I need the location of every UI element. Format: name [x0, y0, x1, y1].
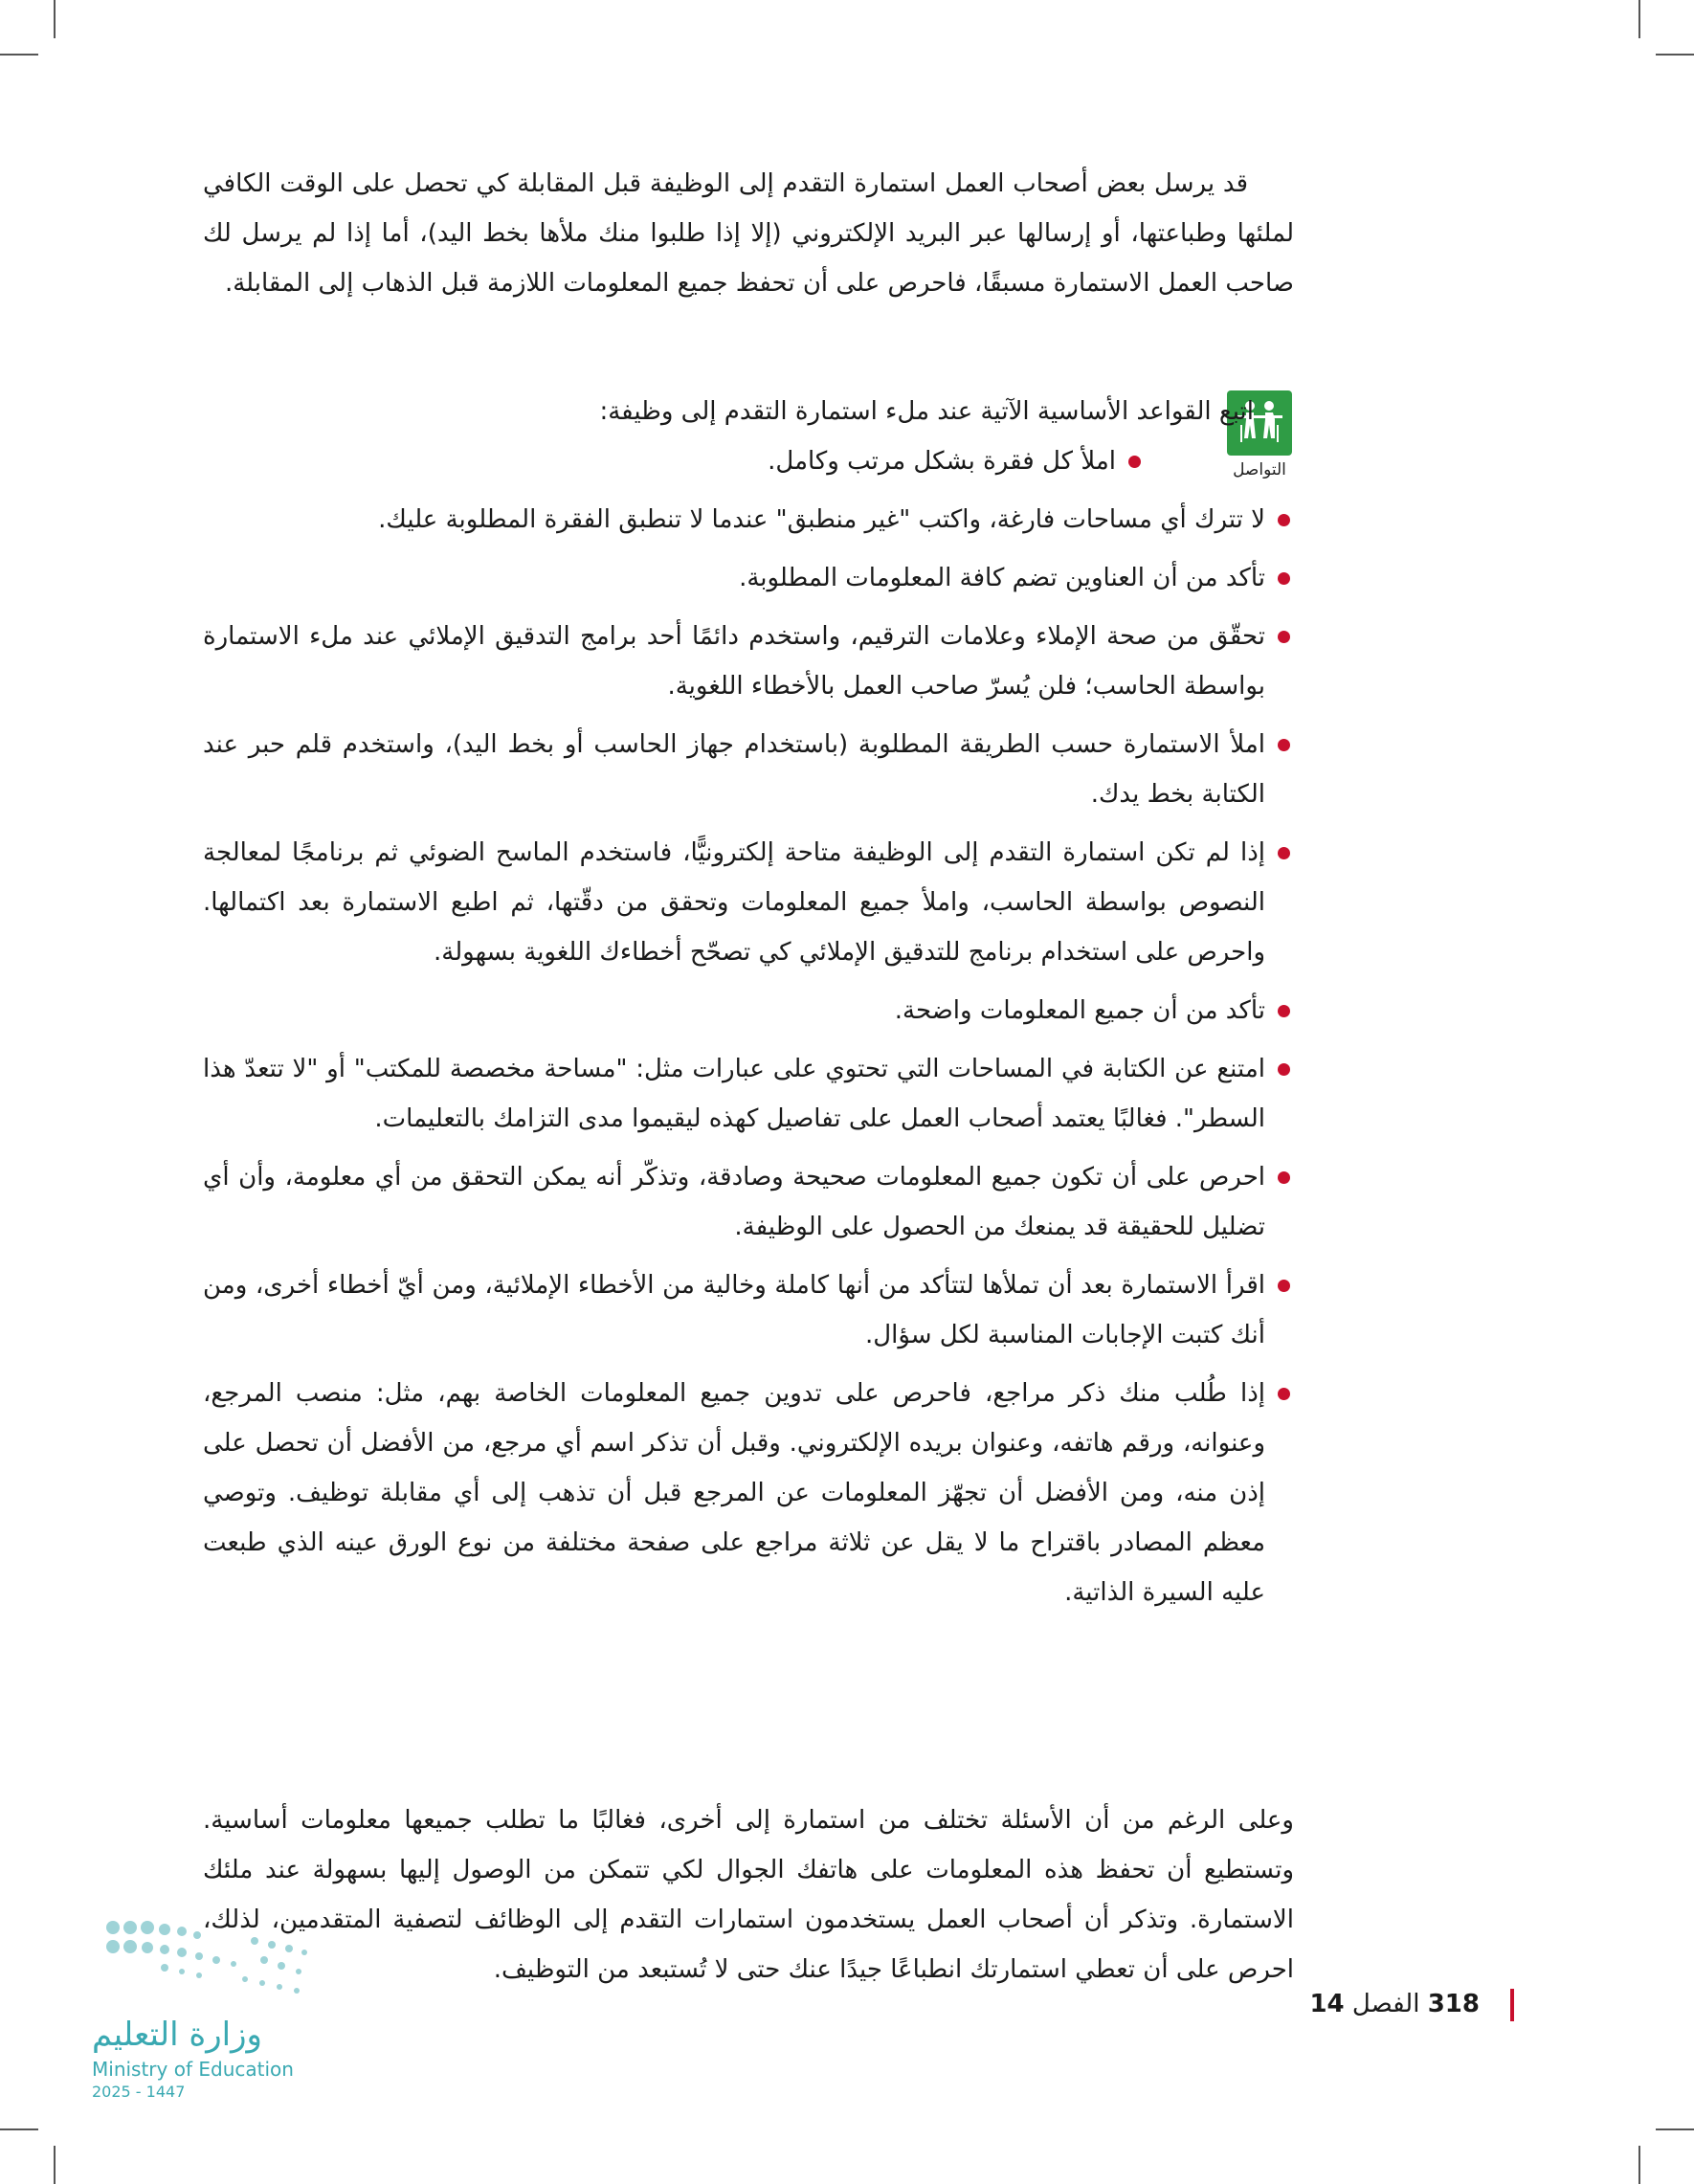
- page-label: [1309, 1985, 1480, 2023]
- crop-mark: [1656, 54, 1694, 56]
- list-item: اقرأ الاستمارة بعد أن تملأها لتتأكد من أنها كاملة وخالية من الأخطاء الإملائية، ومن أيّ أخطاء أخرى، ومن أنك كتبت الإجابات المناسبة لكل سؤال.: [203, 1260, 1294, 1360]
- list-item: إذا طُلب منك ذكر مراجع، فاحرص على تدوين جميع المعلومات الخاصة بهم، مثل: منصب المرجع، وعنوانه، ورقم هاتفه، وعنوان بريده الإلكتروني. وقبل أن تذكر اسم أي مرجع، من الأفضل أن تحصل على إذن منه، ومن الأفضل أن تجهّز المعلومات عن المرجع قبل أن تذهب إلى أي مقابلة توظيف. وتوصي معظم المصادر باقتراح ما لا يقل عن ثلاثة مراجع على صفحة مختلفة من نوع الورق عينه الذي طبعت عليه السيرة الذاتية.: [203, 1369, 1294, 1617]
- list-item: تحقّق من صحة الإملاء وعلامات الترقيم، واستخدم دائمًا أحد برامج التدقيق الإملائي عند ملء الاستمارة بواسطة الحاسب؛ فلن يُسرّ صاحب العمل بالأخطاء اللغوية.: [203, 612, 1294, 711]
- crop-mark: [1638, 0, 1640, 38]
- ministry-year: 2025 - 1447: [92, 2083, 186, 2101]
- ministry-logo: [92, 1912, 322, 2104]
- ministry-name-en: Ministry of Education: [92, 2058, 294, 2081]
- list-item: لا تترك أي مساحات فارغة، واكتب "غير منطبق" عندما لا تنطبق الفقرة المطلوبة عليك.: [203, 495, 1294, 545]
- crop-mark: [0, 54, 38, 56]
- list-item: إذا لم تكن استمارة التقدم إلى الوظيفة متاحة إلكترونيًّا، فاستخدم الماسح الضوئي ثم برنامجًا لمعالجة النصوص بواسطة الحاسب، واملأ جميع المعلومات وتحقق من دقّتها، ثم اطبع الاستمارة بعد اكتمالها. واحرص على استخدام برنامج للتدقيق الإملائي كي تصحّح أخطاءك اللغوية بسهولة.: [203, 828, 1294, 977]
- chapter-number: 14: [1309, 1990, 1345, 2018]
- ministry-name-ar: وزارة التعليم: [92, 2016, 262, 2054]
- crop-mark: [1656, 2128, 1694, 2130]
- crop-mark: [0, 2128, 38, 2130]
- ministry-dots-icon: [101, 1912, 322, 2017]
- crop-mark: [54, 2146, 56, 2184]
- page-number: 318: [1427, 1990, 1480, 2018]
- crop-mark: [1638, 2146, 1640, 2184]
- list-item: تأكد من أن جميع المعلومات واضحة.: [203, 986, 1294, 1036]
- footer-accent-bar: [1510, 1989, 1514, 2021]
- closing-paragraph: وعلى الرغم من أن الأسئلة تختلف من استمارة إلى أخرى، فغالبًا ما تطلب جميعها معلومات أساسية. وتستطيع أن تحفظ هذه المعلومات على هاتفك الجوال لكي تتمكن من الوصول إليها بسهولة عند ملئك الاستمارة. وتذكر أن أصحاب العمل يستخدمون استمارات التقدم إلى الوظائف لتصفية المتقدمين، لذلك، احرص على أن تعطي استمارتك انطباعًا جيدًا عنك حتى لا تُستبعد من التوظيف.: [203, 1806, 1294, 1984]
- intro-paragraph: قد يرسل بعض أصحاب العمل استمارة التقدم إلى الوظيفة قبل المقابلة كي تحصل على الوقت الكافي لملئها وطباعتها، أو إرسالها عبر البريد الإلكتروني (إلا إذا طلبوا منك ملأها بخط اليد)، أما إذا لم يرسل لك صاحب العمل الاستمارة مسبقًا، فاحرص على أن تحفظ جميع المعلومات اللازمة قبل الذهاب إلى المقابلة.: [203, 169, 1294, 298]
- list-item: احرص على أن تكون جميع المعلومات صحيحة وصادقة، وتذكّر أنه يمكن التحقق من أي معلومة، وأن أي تضليل للحقيقة قد يمنعك من الحصول على الوظيفة.: [203, 1152, 1294, 1252]
- list-item: املأ الاستمارة حسب الطريقة المطلوبة (باستخدام جهاز الحاسب أو بخط اليد)، واستخدم قلم حبر عند الكتابة بخط يدك.: [203, 720, 1294, 819]
- rules-list: [203, 436, 1294, 1626]
- skill-label: التواصل: [1233, 460, 1286, 479]
- list-item: تأكد من أن العناوين تضم كافة المعلومات المطلوبة.: [203, 553, 1294, 603]
- crop-mark: [54, 0, 56, 38]
- list-item: امتنع عن الكتابة في المساحات التي تحتوي على عبارات مثل: "مساحة مخصصة للمكتب" أو "لا تتعدّ هذا السطر". فغالبًا يعتمد أصحاب العمل على تفاصيل كهذه ليقيموا مدى التزامك بالتعليمات.: [203, 1044, 1294, 1144]
- chapter-label: الفصل: [1351, 1990, 1420, 2018]
- rules-lead: اتبع القواعد الأساسية الآتية عند ملء استمارة التقدم إلى وظيفة:: [599, 397, 1254, 426]
- list-item: املأ كل فقرة بشكل مرتب وكامل.: [203, 436, 1145, 486]
